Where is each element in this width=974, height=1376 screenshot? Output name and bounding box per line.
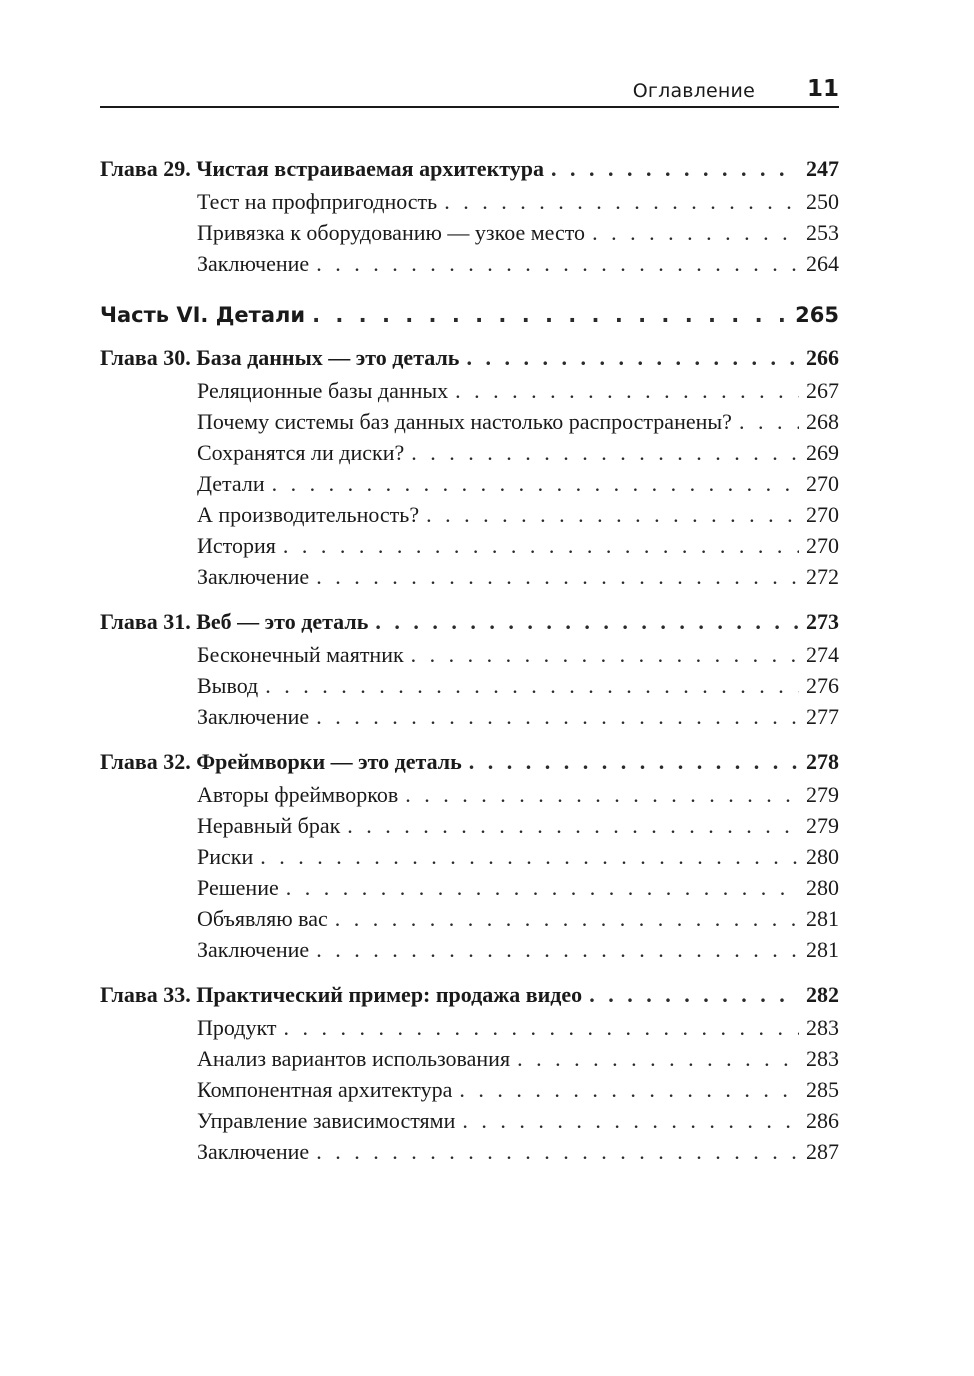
toc-section-entry[interactable]: [100, 248, 839, 279]
toc-chapter-title: Глава 31. Веб — это деталь: [100, 609, 369, 634]
toc-section-entry[interactable]: [100, 701, 839, 732]
dot-leader: [444, 186, 799, 217]
toc-section-title: Компонентная архитектура: [197, 1077, 453, 1102]
toc-page-number: 283: [806, 1015, 839, 1040]
toc-section-title: Тест на профпригодность: [197, 189, 438, 214]
dot-leader: [411, 437, 799, 468]
toc-page-number: 265: [795, 303, 839, 327]
toc-page-number: 274: [806, 642, 839, 667]
dot-leader: [316, 701, 799, 732]
dot-leader: [469, 745, 799, 778]
toc-section-title: Заключение: [197, 564, 310, 589]
toc-section-entry[interactable]: [100, 1074, 839, 1105]
toc-page-number: 268: [806, 409, 839, 434]
toc-section-title: Детали: [197, 471, 265, 496]
dot-leader: [316, 561, 799, 592]
toc-page-number: 280: [806, 844, 839, 869]
toc-page-number: 264: [806, 251, 839, 276]
toc-page-number: 287: [806, 1139, 839, 1164]
toc-section-title: Вывод: [197, 673, 259, 698]
toc-section-title: Заключение: [197, 704, 310, 729]
toc-page-number: 278: [806, 749, 839, 774]
dot-leader: [592, 217, 799, 248]
toc-page-number: 279: [806, 782, 839, 807]
toc-part-title: Часть VI. Детали: [100, 303, 306, 327]
toc-section-entry[interactable]: [100, 1012, 839, 1043]
toc-section-entry[interactable]: [100, 841, 839, 872]
dot-leader: [405, 779, 799, 810]
toc-section-entry[interactable]: [100, 406, 839, 437]
toc-page-number: 280: [806, 875, 839, 900]
dot-leader: [455, 375, 799, 406]
toc-section-entry[interactable]: [100, 468, 839, 499]
toc-page-number: 283: [806, 1046, 839, 1071]
toc-section-entry[interactable]: [100, 670, 839, 701]
toc-page-number: 276: [806, 673, 839, 698]
toc-section-title: Реляционные базы данных: [197, 378, 449, 403]
dot-leader: [283, 1012, 799, 1043]
toc-section-entry[interactable]: [100, 903, 839, 934]
toc-section-title: Почему системы баз данных настолько распространены?: [197, 409, 732, 434]
toc-page-number: 253: [806, 220, 839, 245]
dot-leader: [272, 468, 799, 499]
toc-section-entry[interactable]: [100, 1105, 839, 1136]
toc-section-entry[interactable]: [100, 375, 839, 406]
dot-leader: [316, 248, 799, 279]
dot-leader: [286, 872, 799, 903]
dot-leader: [316, 1136, 799, 1167]
toc-page-number: 250: [806, 189, 839, 214]
toc-page-number: 270: [806, 533, 839, 558]
toc-section-title: Заключение: [197, 937, 310, 962]
dot-leader: [517, 1043, 799, 1074]
toc-page-number: 277: [806, 704, 839, 729]
toc-page-number: 285: [806, 1077, 839, 1102]
toc-section-entry[interactable]: [100, 934, 839, 965]
toc-section-title: Заключение: [197, 1139, 310, 1164]
dot-leader: [426, 499, 799, 530]
toc-page-number: 273: [806, 609, 839, 634]
toc-chapter-entry[interactable]: [100, 152, 839, 185]
toc-section-title: Привязка к оборудованию — узкое место: [197, 220, 586, 245]
toc-section-title: Бесконечный маятник: [197, 642, 404, 667]
dot-leader: [459, 1074, 799, 1105]
toc-chapter-32: [100, 745, 839, 965]
dot-leader: [739, 406, 799, 437]
toc-page-number: 266: [806, 345, 839, 370]
toc-page-number: 281: [806, 937, 839, 962]
dot-leader: [316, 934, 799, 965]
toc-section-title: История: [197, 533, 276, 558]
dot-leader: [466, 341, 799, 374]
toc-section-entry[interactable]: [100, 437, 839, 468]
dot-leader: [551, 152, 799, 185]
table-of-contents: [100, 152, 839, 1180]
toc-chapter-30: [100, 341, 839, 592]
dot-leader: [335, 903, 799, 934]
toc-section-entry[interactable]: [100, 186, 839, 217]
toc-section-title: Заключение: [197, 251, 310, 276]
toc-section-title: Решение: [197, 875, 279, 900]
toc-page-number: 270: [806, 471, 839, 496]
toc-page-number: 270: [806, 502, 839, 527]
toc-section-entry[interactable]: [100, 530, 839, 561]
dot-leader: [375, 605, 799, 638]
toc-page-number: 281: [806, 906, 839, 931]
toc-section-entry[interactable]: [100, 217, 839, 248]
toc-page-number: 282: [806, 982, 839, 1007]
toc-chapter-33: [100, 978, 839, 1167]
dot-leader: [260, 841, 799, 872]
toc-chapter-29: [100, 152, 839, 279]
toc-section-entry[interactable]: [100, 779, 839, 810]
toc-section-entry[interactable]: [100, 499, 839, 530]
toc-section-title: Анализ вариантов использования: [197, 1046, 511, 1071]
dot-leader: [411, 639, 799, 670]
toc-section-entry[interactable]: [100, 1043, 839, 1074]
toc-chapter-entry[interactable]: [100, 745, 839, 778]
running-header-title: Оглавление: [632, 80, 755, 102]
toc-chapter-title: Глава 29. Чистая встраиваемая архитектура: [100, 156, 544, 181]
toc-chapter-title: Глава 30. База данных — это деталь: [100, 345, 460, 370]
dot-leader: [283, 530, 799, 561]
toc-chapter-title: Глава 33. Практический пример: продажа видео: [100, 982, 583, 1007]
dot-leader: [265, 670, 799, 701]
toc-section-title: Неравный брак: [197, 813, 341, 838]
toc-page-number: 286: [806, 1108, 839, 1133]
dot-leader: [312, 297, 788, 333]
toc-part-entry[interactable]: [100, 297, 839, 333]
toc-section-entry[interactable]: [100, 639, 839, 670]
toc-chapter-title: Глава 32. Фреймворки — это деталь: [100, 749, 462, 774]
toc-section-entry[interactable]: [100, 872, 839, 903]
toc-section-entry[interactable]: [100, 561, 839, 592]
toc-section-entry[interactable]: [100, 810, 839, 841]
toc-section-title: Сохранятся ли диски?: [197, 440, 405, 465]
toc-section-title: Объявляю вас: [197, 906, 328, 931]
toc-chapter-31: [100, 605, 839, 732]
toc-page-number: 267: [806, 378, 839, 403]
dot-leader: [347, 810, 799, 841]
running-header: [100, 76, 839, 108]
dot-leader: [589, 978, 799, 1011]
toc-page-number: 272: [806, 564, 839, 589]
toc-page-number: 247: [806, 156, 839, 181]
toc-section-title: Риски: [197, 844, 254, 869]
toc-chapter-entry[interactable]: [100, 978, 839, 1011]
toc-section-title: Продукт: [197, 1015, 277, 1040]
toc-section-title: Управление зависимостями: [197, 1108, 456, 1133]
toc-page-number: 279: [806, 813, 839, 838]
toc-section-entry[interactable]: [100, 1136, 839, 1167]
toc-chapter-entry[interactable]: [100, 341, 839, 374]
page-number: 11: [806, 76, 839, 102]
dot-leader: [462, 1105, 799, 1136]
toc-chapter-entry[interactable]: [100, 605, 839, 638]
toc-section-title: Авторы фреймворков: [197, 782, 399, 807]
toc-section-title: А производительность?: [197, 502, 420, 527]
toc-page-number: 269: [806, 440, 839, 465]
